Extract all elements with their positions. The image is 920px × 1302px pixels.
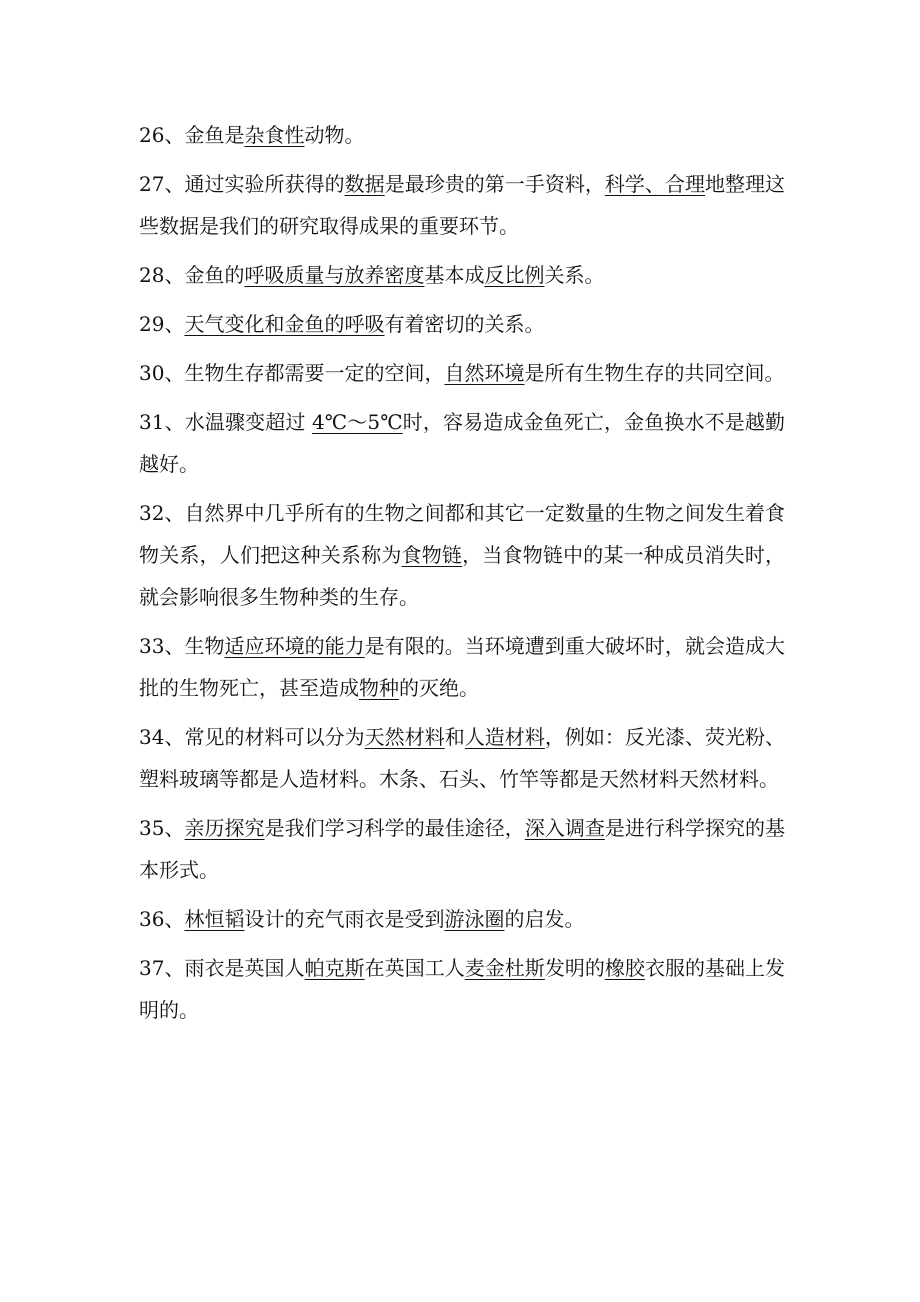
- question-item: [139, 114, 785, 156]
- answer-underlined: 物种: [359, 676, 399, 700]
- question-item: [139, 352, 785, 394]
- question-text: ，例如：反光漆、荧光粉、塑料玻璃等都是人造材料。木条、石头、竹竿等都是天然材料天然材料。: [139, 725, 786, 791]
- question-item: [139, 401, 785, 485]
- answer-underlined: 食物链: [401, 543, 463, 567]
- document-body: [139, 114, 785, 1038]
- question-text: 有着密切的关系。: [384, 312, 545, 336]
- question-text: 和: [444, 725, 465, 749]
- question-text: 是最珍贵的第一手资料，: [384, 172, 605, 196]
- question-text: 是我们学习科学的最佳途径，: [264, 816, 525, 840]
- answer-underlined: 天气变化和金鱼的呼吸: [184, 312, 385, 336]
- answer-underlined: 适应环境的能力: [224, 634, 365, 658]
- question-text: 是有限的。当环境遭到重大破坏时，就会造成大批的生物死亡，甚至造成: [139, 634, 786, 700]
- question-text: 在英国工人: [364, 956, 465, 980]
- question-text: 的灭绝。: [399, 676, 479, 700]
- answer-underlined: 人造材料: [464, 725, 545, 749]
- answer-underlined: 数据: [344, 172, 385, 196]
- question-text: 衣服的基础上发明的。: [139, 956, 786, 1022]
- question-item: [139, 947, 785, 1031]
- question-item: [139, 807, 785, 891]
- question-text: 37、雨衣是英国人: [139, 956, 305, 980]
- question-item: [139, 254, 785, 296]
- question-item: [139, 898, 785, 940]
- question-text: 30、生物生存都需要一定的空间，: [139, 361, 445, 385]
- question-text: 35、: [139, 816, 185, 840]
- question-text: 发明的: [544, 956, 605, 980]
- question-text: 是所有生物生存的共同空间。: [524, 361, 785, 385]
- question-text: 31、水温骤变超过: [139, 410, 312, 434]
- question-text: 29、: [139, 312, 185, 336]
- answer-underlined: 深入调查: [524, 816, 605, 840]
- question-text: 28、金鱼的: [139, 263, 245, 287]
- question-text: 的启发。: [504, 907, 585, 931]
- question-text: 关系。: [544, 263, 605, 287]
- question-text: 基本成: [424, 263, 485, 287]
- question-item: [139, 716, 785, 800]
- answer-underlined: 科学、合理: [604, 172, 705, 196]
- question-text: 27、通过实验所获得的: [139, 172, 345, 196]
- question-item: [139, 625, 785, 709]
- question-text: ，当食物链中的某一种成员消失时，就会影响很多生物种类的生存。: [139, 543, 786, 609]
- answer-underlined: 帕克斯: [304, 956, 365, 980]
- question-text: 时，容易造成金鱼死亡，金鱼换水不是越勤越好。: [139, 410, 786, 476]
- answer-underlined: 麦金杜斯: [464, 956, 545, 980]
- answer-underlined: 林恒韬: [184, 907, 245, 931]
- question-text: 地整理这些数据是我们的研究取得成果的重要环节。: [139, 172, 786, 238]
- answer-underlined: 呼吸质量与放养密度: [244, 263, 425, 287]
- answer-underlined: 亲历探究: [184, 816, 265, 840]
- question-item: [139, 303, 785, 345]
- answer-underlined: 橡胶: [604, 956, 645, 980]
- question-item: [139, 492, 785, 618]
- question-text: 32、自然界中几乎所有的生物之间都和其它一定数量的生物之间发生着食物关系，人们把这种关系称为: [139, 501, 785, 567]
- answer-underlined: 杂食性: [244, 123, 305, 147]
- question-text: 是进行科学探究的基本形式。: [139, 816, 786, 882]
- question-item: [139, 163, 785, 247]
- answer-underlined: 天然材料: [364, 725, 445, 749]
- question-text: 设计的充气雨衣是受到: [244, 907, 445, 931]
- question-text: 34、常见的材料可以分为: [139, 725, 365, 749]
- question-text: 33、生物: [139, 634, 225, 658]
- question-text: 36、: [139, 907, 185, 931]
- answer-underlined: 游泳圈: [444, 907, 505, 931]
- question-text: 26、金鱼是: [139, 123, 245, 147]
- answer-underlined: 4℃～5℃: [311, 410, 403, 434]
- answer-underlined: 自然环境: [444, 361, 525, 385]
- answer-underlined: 反比例: [484, 263, 545, 287]
- question-text: 动物。: [304, 123, 365, 147]
